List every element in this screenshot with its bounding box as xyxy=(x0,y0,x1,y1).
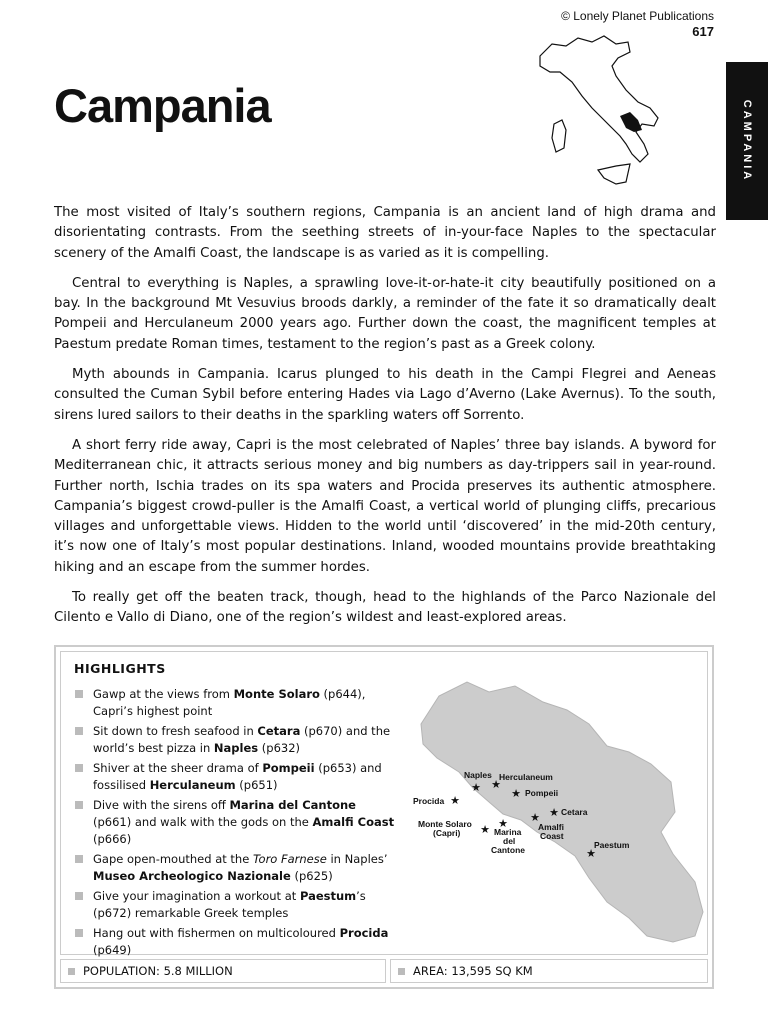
label-marina-del: del xyxy=(503,836,516,846)
stats-row xyxy=(60,959,708,983)
copyright-notice: © Lonely Planet Publications xyxy=(561,9,714,23)
label-paestum: Paestum xyxy=(594,840,630,850)
label-marina-cantone: Cantone xyxy=(491,845,525,855)
intro-paragraph: Central to everything is Naples, a sprawling love-it-or-hate-it city beautifully positioned on a bay. In the background Mt Vesuvius broods darkly, a reminder of the fate it so dramatically dealt Pompeii and Herculaneum 2000 years ago. Further down the coast, the magnificent temples at Paestum predate Roman times, testament to the region’s past as a Greek colony. xyxy=(54,275,716,352)
bullet-square-icon xyxy=(75,727,83,735)
star-amalfi-icon: ★ xyxy=(530,811,540,824)
star-procida-icon: ★ xyxy=(450,794,460,807)
bullet-square-icon xyxy=(75,801,83,809)
bullet-square-icon xyxy=(75,764,83,772)
population-stat: POPULATION: 5.8 MILLION xyxy=(60,959,386,983)
star-herculaneum-icon: ★ xyxy=(491,778,501,791)
intro-paragraph: The most visited of Italy’s southern regions, Campania is an ancient land of high drama and disorientating contrasts. From the seething streets of in-your-face Naples to the spectacular scenery of the Amalfi Coast, the landscape is as varied as it is compelling. xyxy=(54,205,716,261)
highlight-item: Sit down to fresh seafood in Cetara (p670) and the world’s best pizza in Naples (p632) xyxy=(75,723,395,757)
label-amalfi: Amalfi xyxy=(538,822,564,832)
label-monte-solaro: Monte Solaro xyxy=(418,819,472,829)
highlight-item: Hang out with fishermen on multicoloured Procida (p649) xyxy=(75,925,395,959)
label-cetara: Cetara xyxy=(561,807,588,817)
highlight-item: Give your imagination a workout at Paestum’s (p672) remarkable Greek temples xyxy=(75,888,395,922)
italy-locator-map xyxy=(532,32,668,196)
star-monte-solaro-icon: ★ xyxy=(480,823,490,836)
highlights-title: HIGHLIGHTS xyxy=(74,661,166,676)
star-cetara-icon: ★ xyxy=(549,806,559,819)
sardinia-outline xyxy=(552,120,566,152)
bullet-square-icon xyxy=(75,929,83,937)
highlight-item: Gawp at the views from Monte Solaro (p644), Capri’s highest point xyxy=(75,686,395,720)
label-herculaneum: Herculaneum xyxy=(499,772,553,782)
chapter-tab-label: CAMPANIA xyxy=(741,99,753,183)
intro-paragraph: A short ferry ride away, Capri is the most celebrated of Naples’ three bay islands. A byword for Mediterranean chic, it attracts serious money and big numbers as day-trippers sail in year-round. Further north, Ischia trades on its spa waters and Procida preserves its authentic atmosphere. Campania’s biggest crowd-puller is the Amalfi Coast, a vertical world of plunging cliffs, precarious villages and unforgettable views. Hidden to the world until ‘discovered’ in the mid-20th century, it’s now one of Italy’s most popular destinations. Inland, wooded mountains provide breathtaking hiking and an escape from the summer hordes. xyxy=(54,437,716,575)
campania-highlights-map xyxy=(411,672,711,954)
bullet-square-icon xyxy=(75,690,83,698)
bullet-square-icon xyxy=(68,968,75,975)
page-number: 617 xyxy=(692,24,714,39)
bullet-square-icon xyxy=(75,892,83,900)
label-procida: Procida xyxy=(413,796,445,806)
label-naples: Naples xyxy=(464,770,492,780)
sicily-outline xyxy=(598,164,630,184)
label-monte-solaro-capri: (Capri) xyxy=(433,828,461,838)
bullet-square-icon xyxy=(398,968,405,975)
label-amalfi-coast: Coast xyxy=(540,831,564,841)
intro-paragraph: To really get off the beaten track, though, head to the highlands of the Parco Nazionale del Cilento e Vallo di Diano, one of the region’s wildest and least-explored areas. xyxy=(54,590,716,626)
intro-paragraph: Myth abounds in Campania. Icarus plunged to his death in the Campi Flegrei and Aeneas consulted the Cuman Sybil before entering Hades via Lago d’Averno (Lake Avernus). To the south, sirens lured sailors to their deaths in the sparkling waters off Sorrento. xyxy=(54,367,716,423)
star-marina-icon: ★ xyxy=(498,817,508,830)
label-pompeii: Pompeii xyxy=(525,788,559,798)
page-title: Campania xyxy=(54,79,271,132)
intro-text xyxy=(54,203,716,639)
highlights-panel xyxy=(60,651,708,955)
star-naples-icon: ★ xyxy=(471,781,481,794)
highlights-list xyxy=(75,686,395,962)
highlight-item: Shiver at the sheer drama of Pompeii (p653) and fossilised Herculaneum (p651) xyxy=(75,760,395,794)
star-pompeii-icon: ★ xyxy=(511,787,521,800)
highlight-item: Dive with the sirens off Marina del Cantone (p661) and walk with the gods on the Amalfi Coast (p666) xyxy=(75,797,395,848)
chapter-side-tab xyxy=(726,62,768,220)
highlight-item: Gape open-mouthed at the Toro Farnese in Naples’ Museo Archeologico Nazionale (p625) xyxy=(75,851,395,885)
highlights-box xyxy=(54,645,714,989)
area-stat: AREA: 13,595 SQ KM xyxy=(390,959,708,983)
label-marina: Marina xyxy=(494,827,522,837)
bullet-square-icon xyxy=(75,855,83,863)
star-paestum-icon: ★ xyxy=(586,847,596,860)
